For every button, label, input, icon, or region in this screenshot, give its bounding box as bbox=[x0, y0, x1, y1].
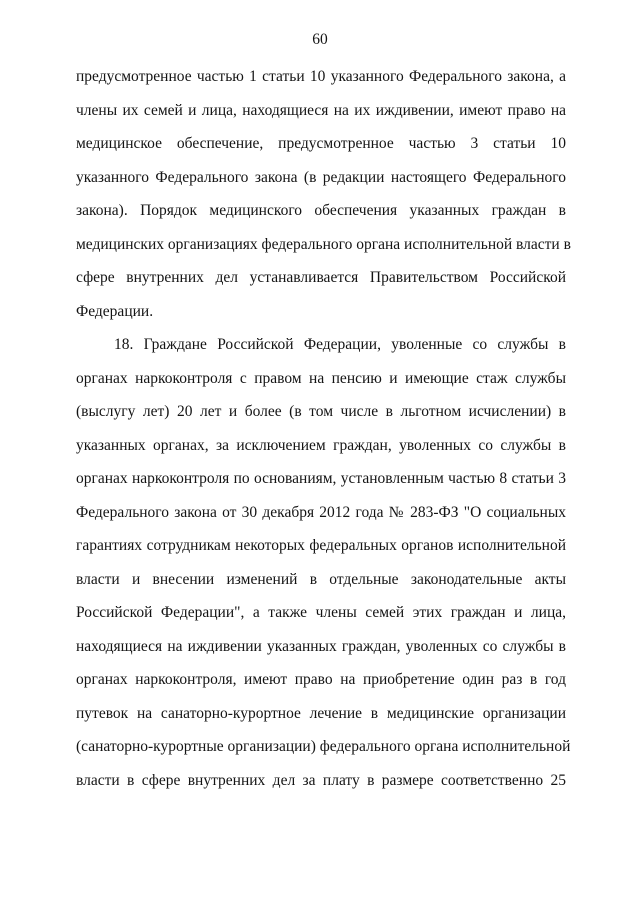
text-line: (выслугу лет) 20 лет и более (в том числе в льготном исчислении) в bbox=[76, 403, 566, 420]
text-line: власти и внесении изменений в отдельные законодательные акты bbox=[76, 570, 566, 588]
text-line: предусмотренное частью 1 статьи 10 указанного Федерального закона, а bbox=[76, 68, 566, 85]
text-line: Федерации. bbox=[76, 302, 154, 320]
text-line: власти в сфере внутренних дел за плату в размере соответственно 25 bbox=[76, 771, 566, 789]
text-line: Федерального закона от 30 декабря 2012 года № 283-ФЗ "О социальных bbox=[76, 503, 566, 521]
text-line: путевок на санаторно-курортное лечение в медицинские организации bbox=[76, 704, 566, 722]
text-line: закона). Порядок медицинского обеспечения указанных граждан в bbox=[76, 202, 566, 219]
text-line: Российской Федерации", а также члены семей этих граждан и лица, bbox=[76, 604, 566, 621]
paragraph-item-18 bbox=[76, 328, 571, 797]
text-line: органах наркоконтроля, имеют право на приобретение один раз в год bbox=[76, 671, 566, 688]
text-line: 18. Граждане Российской Федерации, уволенные со службы в bbox=[114, 336, 566, 353]
text-line: члены их семей и лица, находящиеся на их иждивении, имеют право на bbox=[76, 101, 566, 119]
text-line: медицинское обеспечение, предусмотренное частью 3 статьи 10 bbox=[76, 135, 566, 152]
document-body bbox=[76, 60, 571, 797]
text-line: сфере внутренних дел устанавливается Правительством Российской bbox=[76, 269, 566, 286]
text-line: гарантиях сотрудникам некоторых федеральных органов исполнительной bbox=[76, 537, 566, 554]
text-line: органах наркоконтроля с правом на пенсию и имеющие стаж службы bbox=[76, 369, 566, 387]
text-line: медицинских организациях федерального органа исполнительной власти в bbox=[76, 235, 571, 253]
text-line: (санаторно-курортные организации) федерального органа исполнительной bbox=[76, 738, 571, 755]
text-line: органах наркоконтроля по основаниям, установленным частью 8 статьи 3 bbox=[76, 470, 566, 487]
text-line: находящиеся на иждивении указанных граждан, уволенных со службы в bbox=[76, 637, 566, 655]
text-line: указанного Федерального закона (в редакции настоящего Федерального bbox=[76, 168, 566, 186]
paragraph bbox=[76, 60, 571, 328]
page-number: 60 bbox=[312, 31, 328, 48]
text-line: указанных органах, за исключением граждан, уволенных со службы в bbox=[76, 436, 566, 454]
